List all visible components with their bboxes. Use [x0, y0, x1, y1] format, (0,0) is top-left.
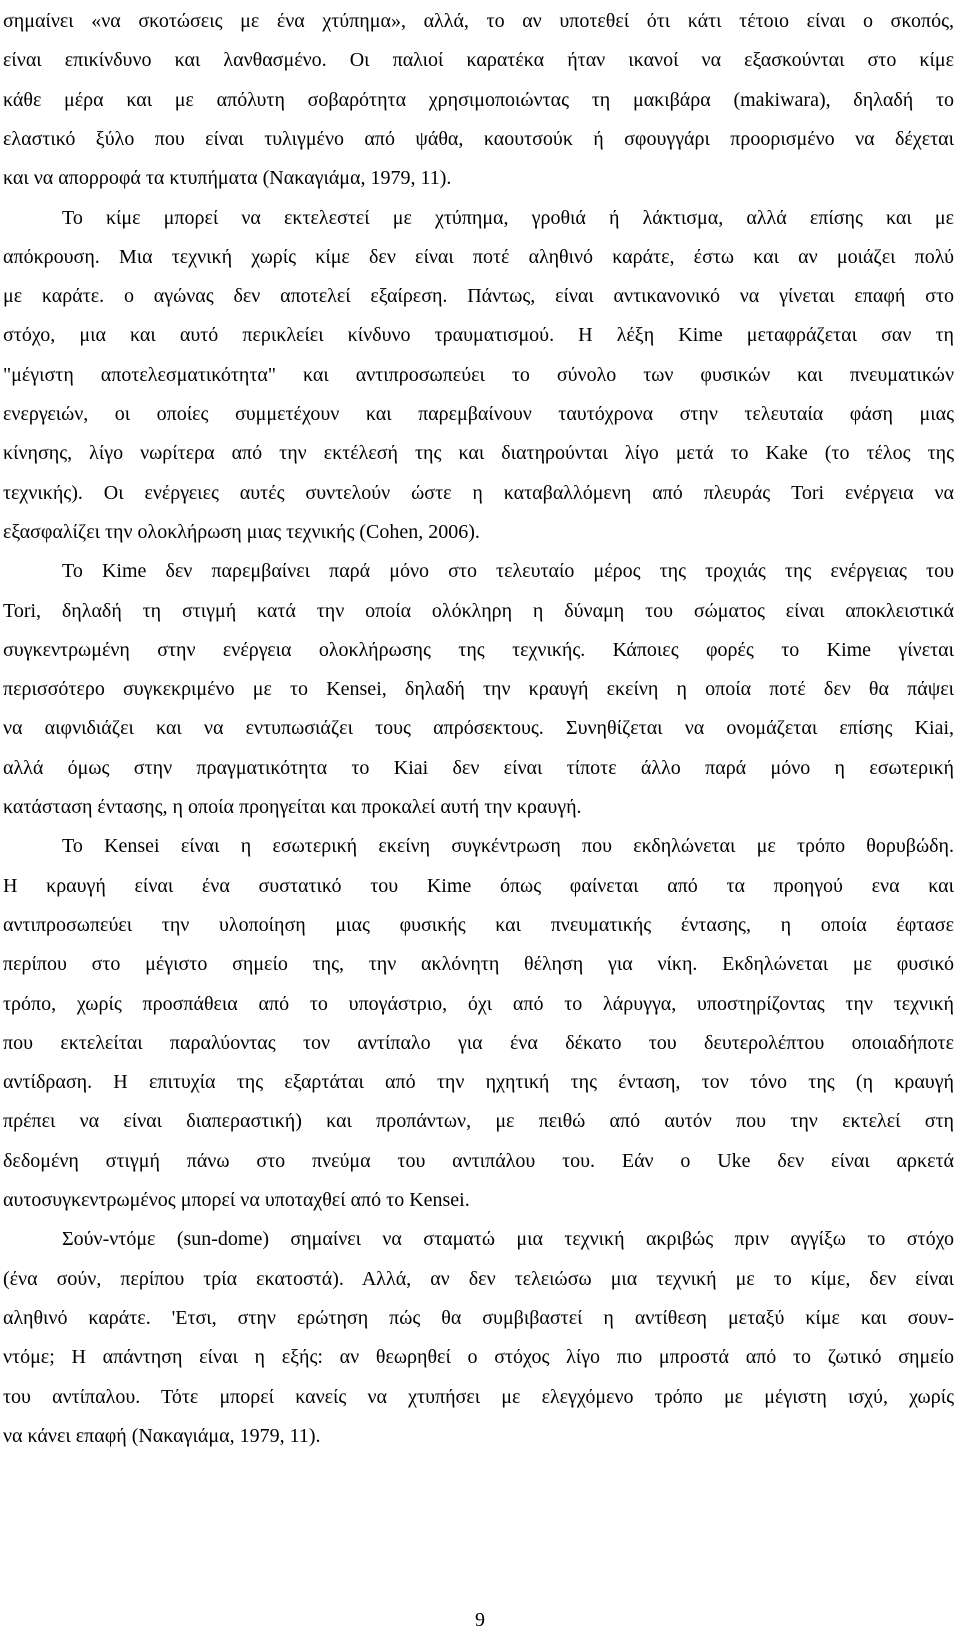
- text-line: περίπου στο μέγιστο σημείο της, την ακλόνητη θέληση για νίκη. Εκδηλώνεται με φυσικό: [3, 953, 954, 976]
- text-line: που εκτελείται παραλύοντας τον αντίπαλο για ένα δέκατο του δευτερολέπτου οποιαδήποτε: [3, 1031, 954, 1054]
- text-line: "μέγιστη αποτελεσματικότητα" και αντιπροσωπεύει το σύνολο των φυσικών και πνευματικών: [3, 363, 954, 386]
- text-line: σημαίνει «να σκοτώσεις με ένα χτύπημα», αλλά, το αν υποτεθεί ότι κάτι τέτοιο είναι ο σκοπός,: [3, 10, 954, 32]
- text-line: Το Kensei είναι η εσωτερική εκείνη συγκέντρωση που εκδηλώνεται με τρόπο θορυβώδη.: [62, 835, 954, 858]
- text-line: στόχο, μια και αυτό περικλείει κίνδυνο τραυματισμού. Η λέξη Kime μεταφράζεται σαν τη: [3, 324, 954, 347]
- text-line: τεχνικής). Οι ενέργειες αυτές συντελούν ώστε η καταβαλλόμενη από πλευράς Tori ενέργεια να: [3, 481, 954, 504]
- text-line: με καράτε. ο αγώνας δεν αποτελεί εξαίρεση. Πάντως, είναι αντικανονικό να γίνεται επαφή στο: [3, 285, 954, 308]
- text-line: Tori, δηλαδή τη στιγμή κατά την οποία ολόκληρη η δύναμη του σώματος είναι αποκλειστικά: [3, 599, 954, 622]
- text-line: να αιφνιδιάζει και να εντυπωσιάζει τους απρόσεκτους. Συνηθίζεται να ονομάζεται επίσης Kiai,: [3, 717, 954, 740]
- text-line: εξασφαλίζει την ολοκλήρωση μιας τεχνικής (Cohen, 2006).: [3, 520, 480, 543]
- text-line: ντόμε; Η απάντηση είναι η εξής: αν θεωρηθεί ο στόχος λίγο πιο μπροστά από το ζωτικό σημείο: [3, 1346, 954, 1369]
- page-number: 9: [475, 1609, 485, 1631]
- text-line: συγκεντρωμένη στην ενέργεια ολοκλήρωσης της τεχνικής. Κάποιες φορές το Kime γίνεται: [3, 638, 954, 661]
- text-line: ελαστικό ξύλο που είναι τυλιγμένο από ψάθα, καουτσούκ ή σφουγγάρι προορισμένο να δέχεται: [3, 127, 954, 150]
- text-line: απόκρουση. Μια τεχνική χωρίς κίμε δεν είναι ποτέ αληθινό καράτε, έστω και αν μοιάζει πολύ: [3, 245, 954, 268]
- text-line: κάθε μέρα και με απόλυτη σοβαρότητα χρησιμοποιώντας τη μακιβάρα (makiwara), δηλαδή το: [3, 88, 954, 111]
- text-line: και να απορροφά τα κτυπήματα (Νακαγιάμα, 1979, 11).: [3, 167, 452, 190]
- text-line: είναι επικίνδυνο και λανθασμένο. Οι παλιοί καρατέκα ήταν ικανοί να εξασκούνται στο κίμε: [3, 49, 954, 72]
- text-line: (ένα σούν, περίπου τρία εκατοστά). Αλλά, αν δεν τελειώσω μια τεχνική με το κίμε, δεν είναι: [3, 1267, 954, 1290]
- text-line: αντίδραση. Η επιτυχία της εξαρτάται από την ηχητική της ένταση, τον τόνο της (η κραυγή: [3, 1071, 954, 1094]
- text-line: Η κραυγή είναι ένα συστατικό του Kime όπως φαίνεται από τα προηγού ενα και: [3, 874, 954, 897]
- text-line: αυτοσυγκεντρωμένος μπορεί να υποταχθεί από το Kensei.: [3, 1189, 470, 1211]
- text-line: τρόπο, χωρίς προσπάθεια από το υπογάστριο, όχι από το λάρυγγα, υποστηρίζοντας την τεχνική: [3, 992, 954, 1015]
- text-line: κίνησης, λίγο νωρίτερα από την εκτέλεσή της και διατηρούνται λίγο μετά το Kake (το τέλος της: [3, 442, 954, 465]
- text-line: Το κίμε μπορεί να εκτελεστεί με χτύπημα, γροθιά ή λάκτισμα, αλλά επίσης και με: [62, 206, 954, 229]
- text-line: αντιπροσωπεύει την υλοποίηση μιας φυσικής και πνευματικής έντασης, η οποία έφτασε: [3, 913, 954, 936]
- text-line: περισσότερο συγκεκριμένο με το Kensei, δηλαδή την κραυγή εκείνη η οποία ποτέ δεν θα πάψει: [3, 678, 954, 701]
- text-line: Το Kime δεν παρεμβαίνει παρά μόνο στο τελευταίο μέρος της τροχιάς της ενέργειας του: [62, 560, 954, 583]
- text-line: δεδομένη στιγμή πάνω στο πνεύμα του αντιπάλου του. Εάν ο Uke δεν είναι αρκετά: [3, 1149, 954, 1172]
- text-line: ενεργειών, οι οποίες συμμετέχουν και παρεμβαίνουν ταυτόχρονα στην τελευταία φάση μιας: [3, 403, 954, 425]
- text-line: να κάνει επαφή (Νακαγιάμα, 1979, 11).: [3, 1424, 321, 1447]
- text-line: πρέπει να είναι διαπεραστική) και προπάντων, με πειθώ από αυτόν που την εκτελεί στη: [3, 1110, 954, 1133]
- text-line: κατάσταση έντασης, η οποία προηγείται και προκαλεί αυτή την κραυγή.: [3, 796, 582, 818]
- text-line: αλλά όμως στην πραγματικότητα το Kiai δεν είναι τίποτε άλλο παρά μόνο η εσωτερική: [3, 756, 954, 779]
- text-line: Σούν-ντόμε (sun-dome) σημαίνει να σταματώ μια τεχνική ακριβώς πριν αγγίξω το στόχο: [62, 1228, 954, 1251]
- text-line: του αντίπαλου. Τότε μπορεί κανείς να χτυπήσει με ελεγχόμενο τρόπο με μέγιστη ισχύ, χωρίς: [3, 1385, 954, 1408]
- text-line: αληθινό καράτε. 'Ετσι, στην ερώτηση πώς θα συμβιβαστεί η αντίθεση μεταξύ κίμε και σουν-: [3, 1306, 954, 1329]
